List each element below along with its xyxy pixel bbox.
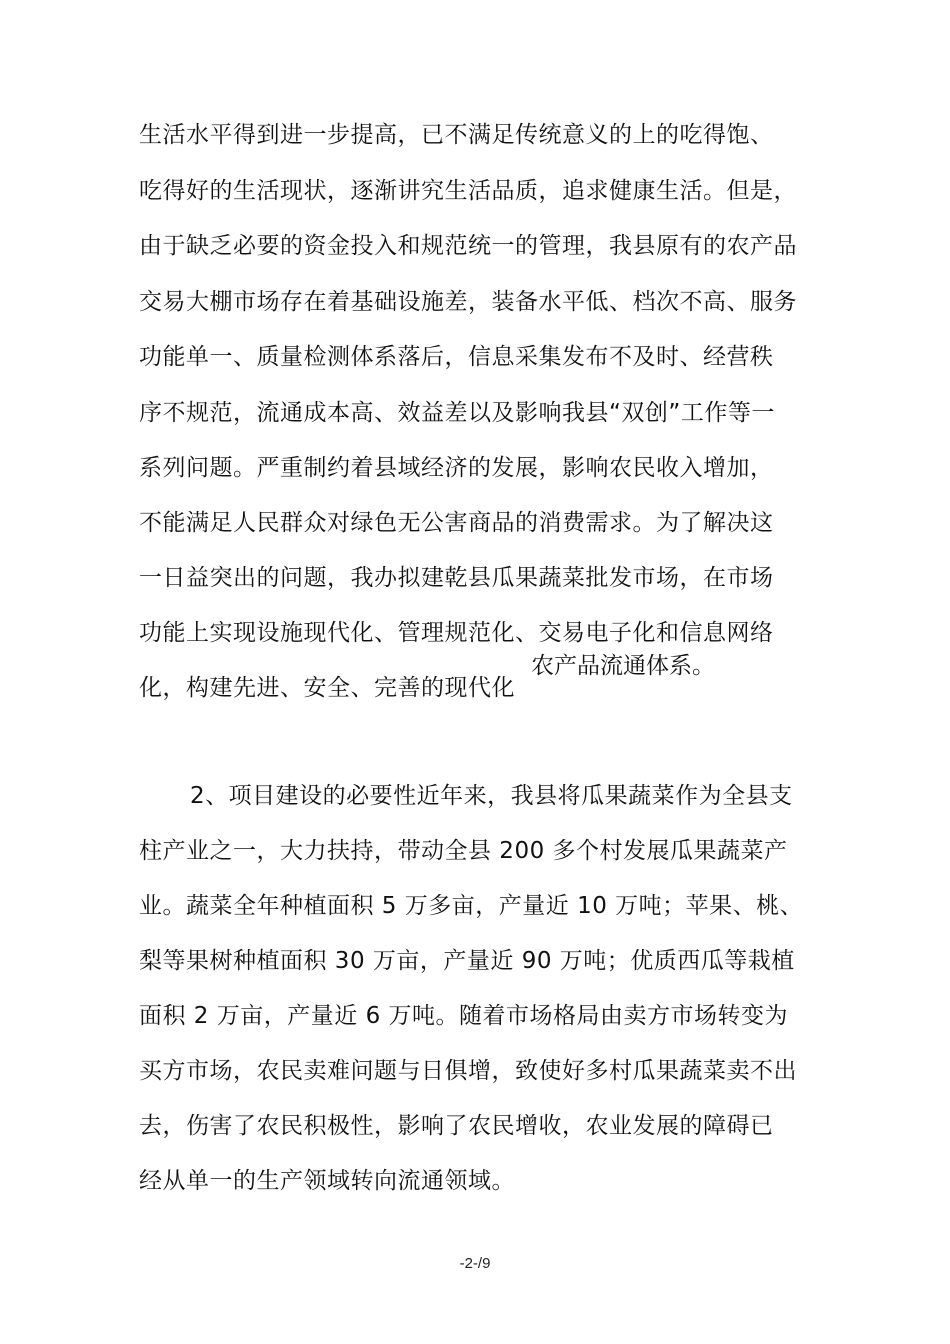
paragraph-1-line-6: 序不规范，流通成本高、效益差以及影响我县“双创”工作等一 [139, 400, 775, 426]
paragraph-1-line-3: 由于缺乏必要的资金投入和规范统一的管理，我县原有的农产品 [139, 233, 797, 259]
paragraph-1-line-5: 功能单一、质量检测体系落后，信息采集发布不及时、经营秩 [139, 344, 774, 370]
paragraph-1-line-2: 吃得好的生活现状，逐渐讲究生活品质，追求健康生活。但是， [139, 178, 797, 204]
paragraph-2-line-1: 2、项目建设的必要性近年来，我县将瓜果蔬菜作为全县支 [190, 783, 793, 809]
paragraph-1-line-9: 一日益突出的问题，我办拟建乾县瓜果蔬菜批发市场，在市场 [139, 565, 774, 591]
paragraph-2-line-7: 去，伤害了农民积极性，影响了农民增收，农业发展的障碍已 [139, 1113, 774, 1139]
paragraph-1-line-1: 生活水平得到进一步提高，已不满足传统意义的上的吃得饱、 [139, 122, 774, 148]
page-number: -2-/9 [459, 1255, 491, 1272]
paragraph-2-line-3: 业。蔬菜全年种植面积 5 万多亩，产量近 10 万吨；苹果、桃、 [139, 893, 804, 919]
paragraph-2-line-5: 面积 2 万亩，产量近 6 万吨。随着市场格局由卖方市场转变为 [139, 1003, 789, 1029]
paragraph-1-line-11: 化，构建先进、安全、完善的现代化 [139, 675, 515, 701]
paragraph-1-raised-tail: 农产品流通体系。 [531, 653, 715, 679]
paragraph-1-line-8: 不能满足人民群众对绿色无公害商品的消费需求。为了解决这 [139, 510, 774, 536]
paragraph-1-line-4: 交易大棚市场存在着基础设施差，装备水平低、档次不高、服务 [139, 289, 797, 315]
paragraph-2-line-6: 买方市场，农民卖难问题与日俱增，致使好多村瓜果蔬菜卖不出 [139, 1058, 797, 1084]
paragraph-2-line-8: 经从单一的生产领域转向流通领域。 [139, 1168, 515, 1194]
paragraph-2-line-2: 柱产业之一，大力扶持，带动全县 200 多个村发展瓜果蔬菜产 [139, 838, 788, 864]
paragraph-1-line-10: 功能上实现设施现代化、管理规范化、交易电子化和信息网络 [139, 620, 774, 646]
paragraph-1-line-7: 系列问题。严重制约着县域经济的发展，影响农民收入增加， [139, 455, 774, 481]
paragraph-2-line-4: 梨等果树种植面积 30 万亩，产量近 90 万吨；优质西瓜等栽植 [139, 948, 795, 974]
